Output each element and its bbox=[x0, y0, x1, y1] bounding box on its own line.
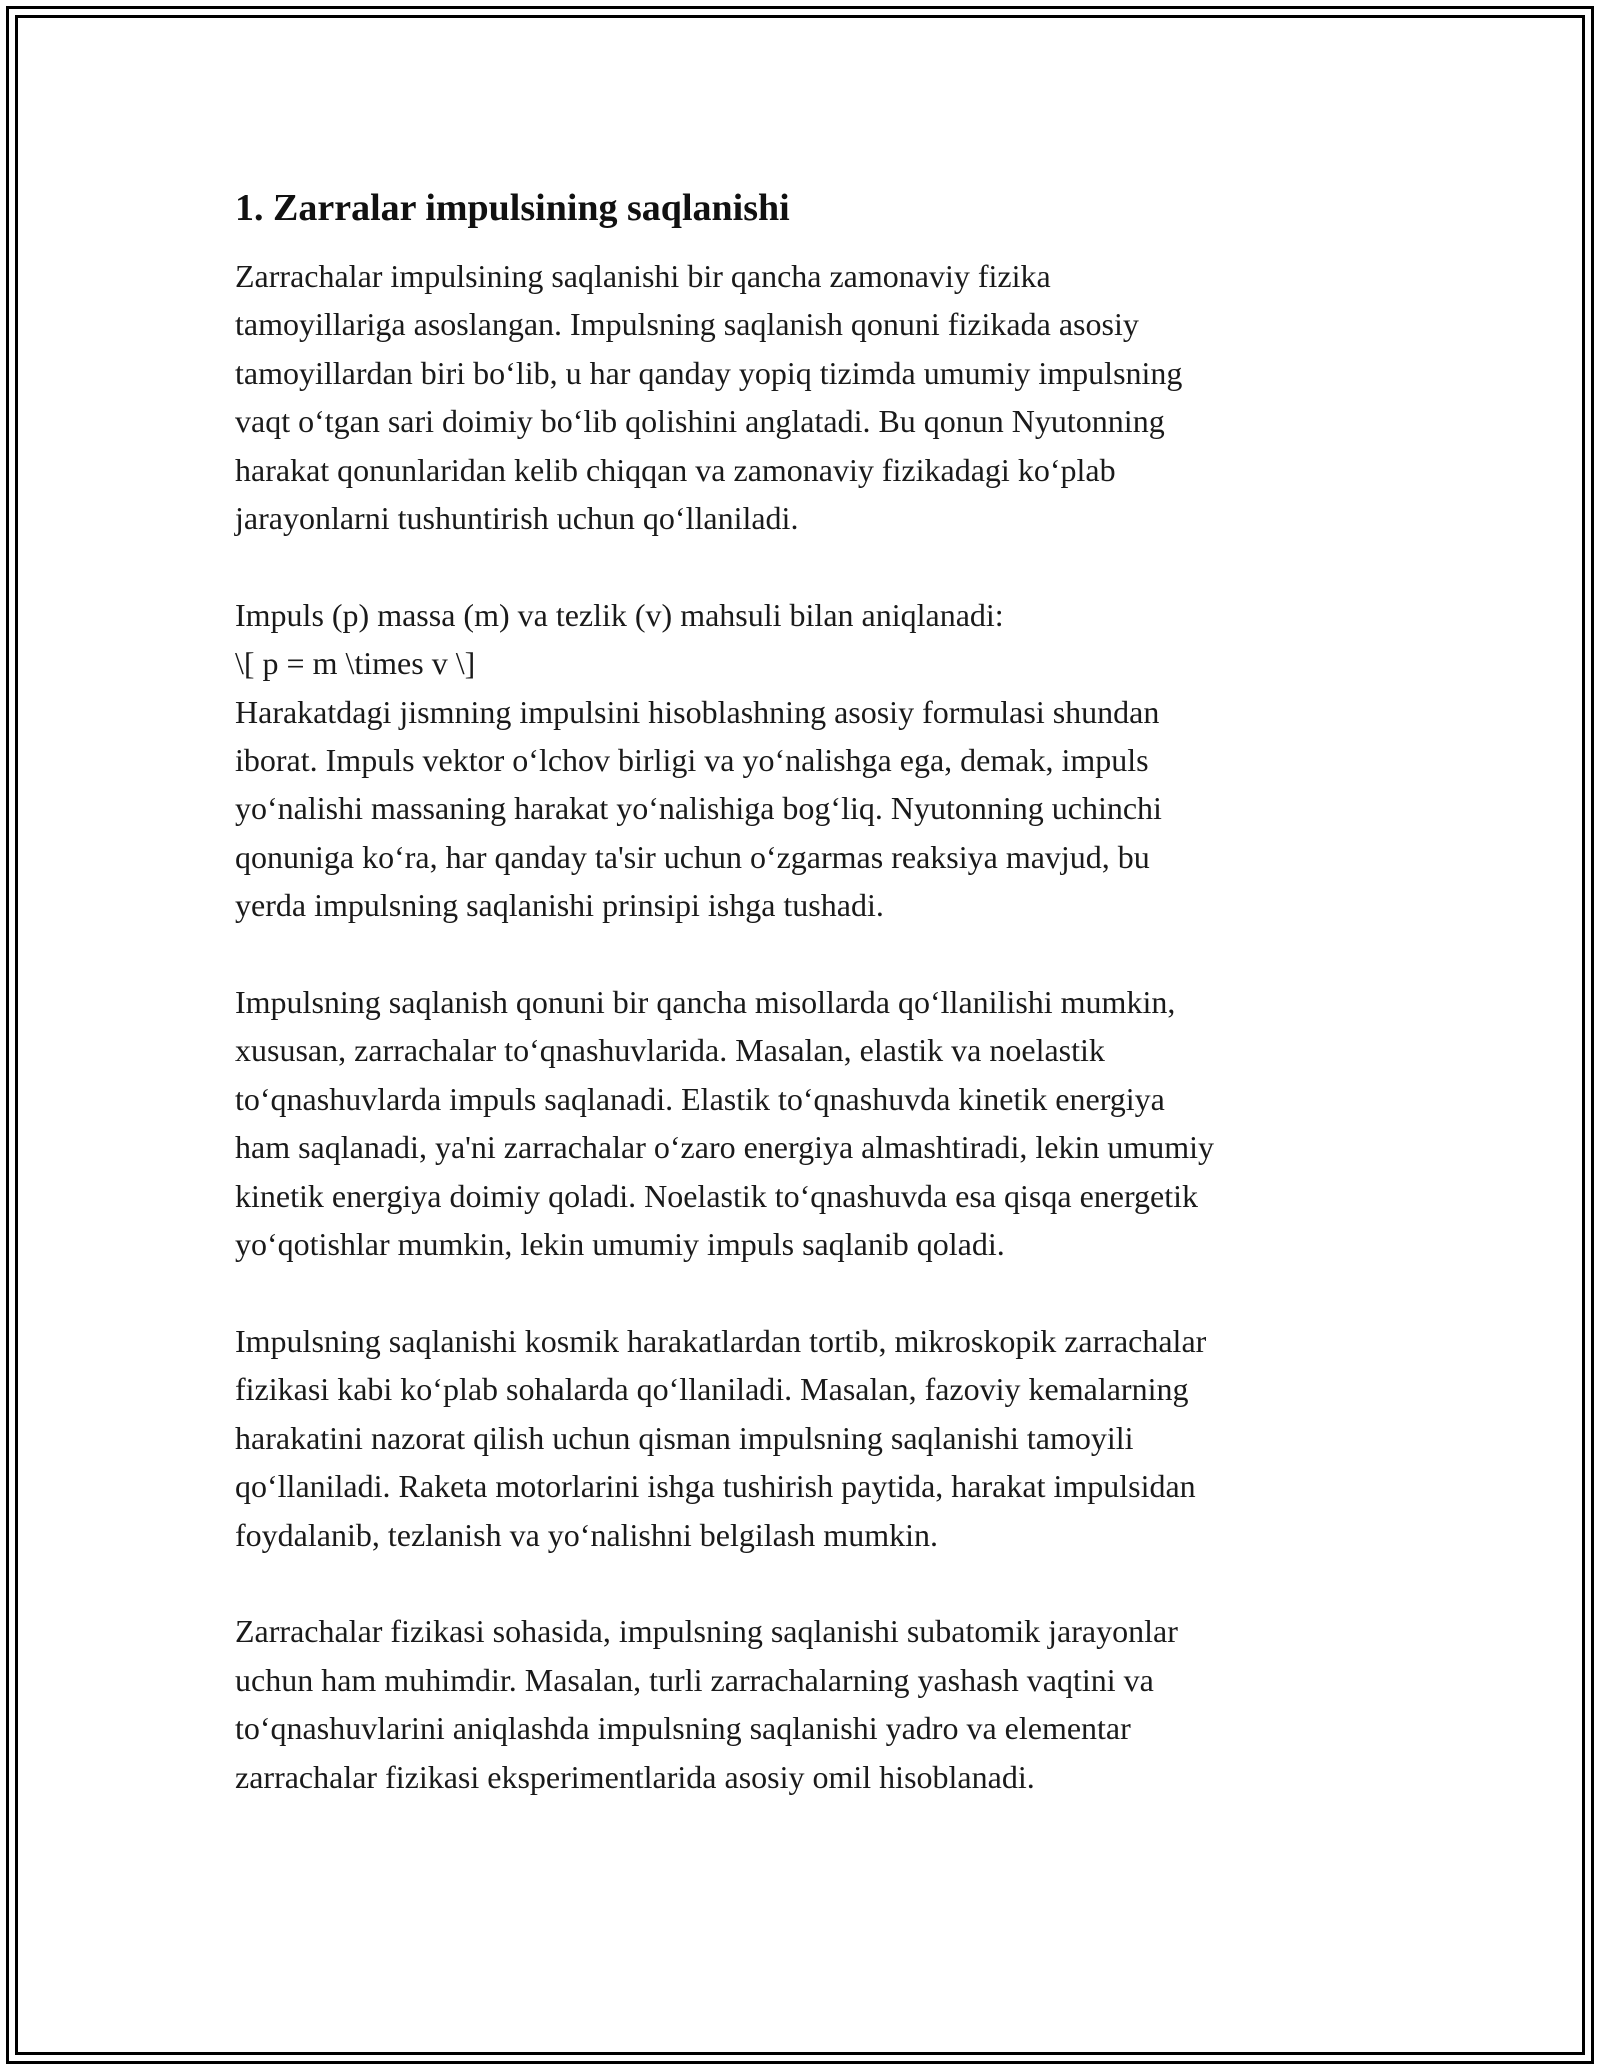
text-line: kinetik energiya doimiy qoladi. Noelastik toʻqnashuvda esa qisqa energetik bbox=[235, 1177, 1199, 1214]
formula-line: \[ p = m \times v \] bbox=[235, 645, 476, 682]
text-line: vaqt oʻtgan sari doimiy boʻlib qolishini anglatadi. Bu qonun Nyutonning bbox=[235, 403, 1165, 440]
text-line: Harakatdagi jismning impulsini hisoblashning asosiy formulasi shundan bbox=[235, 693, 1160, 730]
text-line: uchun ham muhimdir. Masalan, turli zarrachalarning yashash vaqtini va bbox=[235, 1661, 1154, 1698]
text-line: yoʻnalishi massaning harakat yoʻnalishiga bogʻliq. Nyutonning uchinchi bbox=[235, 790, 1162, 827]
text-line: toʻqnashuvlarini aniqlashda impulsning saqlanishi yadro va elementar bbox=[235, 1710, 1131, 1747]
text-line: xususan, zarrachalar toʻqnashuvlarida. Masalan, elastik va noelastik bbox=[235, 1032, 1105, 1069]
paragraph-particle-physics bbox=[235, 1607, 1395, 1801]
text-line: tamoyillardan biri boʻlib, u har qanday yopiq tizimda umumiy impulsning bbox=[235, 354, 1183, 391]
text-line: Impulsning saqlanishi kosmik harakatlardan tortib, mikroskopik zarrachalar bbox=[235, 1322, 1207, 1359]
text-line: harakatini nazorat qilish uchun qisman impulsning saqlanishi tamoyili bbox=[235, 1419, 1134, 1456]
text-line: Impulsning saqlanish qonuni bir qancha misollarda qoʻllanilishi mumkin, bbox=[235, 984, 1176, 1021]
document-body bbox=[235, 186, 1395, 1849]
text-line: Zarrachalar fizikasi sohasida, impulsning saqlanishi subatomik jarayonlar bbox=[235, 1613, 1178, 1650]
text-line: qonuniga koʻra, har qanday ta'sir uchun oʻzgarmas reaksiya mavjud, bu bbox=[235, 838, 1150, 875]
paragraph-collisions bbox=[235, 978, 1395, 1268]
text-line: yerda impulsning saqlanishi prinsipi ishga tushadi. bbox=[235, 887, 884, 924]
text-line: harakat qonunlaridan kelib chiqqan va zamonaviy fizikadagi koʻplab bbox=[235, 451, 1116, 488]
text-line: iborat. Impuls vektor oʻlchov birligi va yoʻnalishga ega, demak, impuls bbox=[235, 742, 1149, 779]
text-line: qoʻllaniladi. Raketa motorlarini ishga tushirish paytida, harakat impulsidan bbox=[235, 1468, 1196, 1505]
text-line: jarayonlarni tushuntirish uchun qoʻllaniladi. bbox=[235, 500, 799, 537]
section-heading: 1. Zarralar impulsining saqlanishi bbox=[235, 187, 790, 229]
text-line: fizikasi kabi koʻplab sohalarda qoʻllaniladi. Masalan, fazoviy kemalarning bbox=[235, 1371, 1189, 1408]
text-line: Zarrachalar impulsining saqlanishi bir qancha zamonaviy fizika bbox=[235, 258, 1051, 294]
text-line: zarrachalar fizikasi eksperimentlarida asosiy omil hisoblanadi. bbox=[235, 1758, 1035, 1795]
text-line: tamoyillariga asoslangan. Impulsning saqlanish qonuni fizikada asosiy bbox=[235, 306, 1139, 343]
text-line: ham saqlanadi, ya'ni zarrachalar oʻzaro energiya almashtiradi, lekin umumiy bbox=[235, 1129, 1214, 1166]
text-line: toʻqnashuvlarda impuls saqlanadi. Elastik toʻqnashuvda kinetik energiya bbox=[235, 1080, 1165, 1117]
paragraph-intro bbox=[235, 252, 1395, 542]
paragraph-formula bbox=[235, 591, 1395, 930]
paragraph-applications bbox=[235, 1317, 1395, 1559]
text-line: foydalanib, tezlanish va yoʻnalishni belgilash mumkin. bbox=[235, 1516, 938, 1553]
text-line: yoʻqotishlar mumkin, lekin umumiy impuls saqlanib qoladi. bbox=[235, 1226, 1005, 1263]
text-line: Impuls (p) massa (m) va tezlik (v) mahsuli bilan aniqlanadi: bbox=[235, 596, 1004, 633]
